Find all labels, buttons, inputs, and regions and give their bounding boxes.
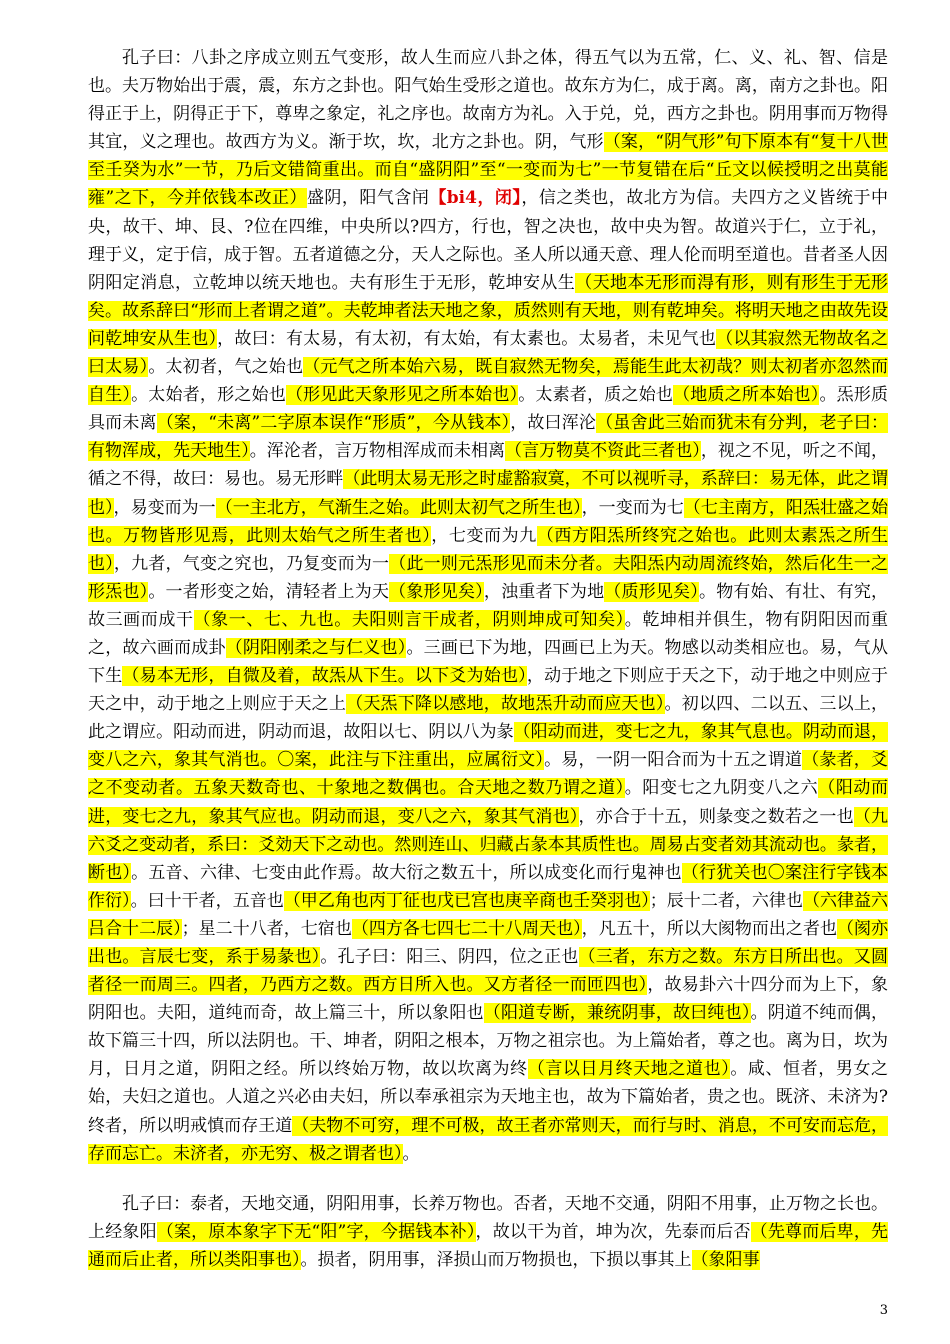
highlighted-annotation: （象形见矣） xyxy=(389,581,484,602)
body-text: 。阳变七之九阴变八之六 xyxy=(624,778,819,799)
highlighted-annotation: （言万物莫不资此三者也） xyxy=(505,441,701,462)
body-text: ，故以干为首，坤为次，先泰而后否 xyxy=(475,1221,751,1242)
highlighted-annotation: （易本无形，自微及着，故炁从下生。以下爻为始也） xyxy=(122,666,527,687)
body-text: ，七变而为九 xyxy=(431,525,537,546)
highlighted-annotation: （先尊而后卑，先通而后止者，所以类阳事也） xyxy=(88,1221,889,1270)
body-text: ，信之类也，故北方为信。夫四方之义皆统于中央，故干、坤、艮、?位在四维，中央所以?四方，行也，智之决也，故中央为智。故道兴于仁，立于礼，理于义，定于信，成于智。五者道德之分，天人之际也。圣人所以通天意、理人伦而明至道也。昔者圣人因阴阳定消息，立乾坤以统天地也。夫有形生于无形，乾坤安从生 xyxy=(88,188,888,293)
body-text: 。初以四、二以五、三以上，此之谓应。阳动而进，阴动而退，故阳以七、阴以八为彖 xyxy=(88,694,889,743)
highlighted-annotation: （此明太易无形之时虚豁寂寞，不可以视听寻，系辞曰：易无体，此之谓也） xyxy=(88,469,889,518)
highlighted-annotation: （虽舍此三始而犹未有分判，老子曰：有物浑成，先天地生） xyxy=(88,413,889,462)
body-text: ，九者，气变之究也，乃复变而为一 xyxy=(113,553,390,574)
body-text: 。太素者，质之始也 xyxy=(518,385,674,406)
highlighted-annotation: （阳动而进，变七之九，象其气应也。阴动而退，变八之六，象其气消也） xyxy=(88,778,889,827)
highlighted-annotation: （九六爻之变动者，系曰：爻効天下之动也。然则连山、归藏占彖本其质性也。周易占变者効其流动也。彖者，断也） xyxy=(88,806,889,883)
body-text: 孔子曰：泰者，天地交通，阴阳用事，长养万物也。否者，天地不交通，阴阳不用事，止万物之长也。上经象阳 xyxy=(88,1193,888,1242)
body-text: ；星二十八者，七宿也 xyxy=(181,918,352,939)
highlighted-annotation: （此一则元炁形见而未分者。夫阳炁内动周流终始，然后化生一之形炁也） xyxy=(88,553,889,602)
highlighted-annotation: （六律益六吕合十二辰） xyxy=(88,890,889,939)
highlighted-annotation: （阴阳刚柔之与仁义也） xyxy=(225,637,407,658)
paragraph-1 xyxy=(88,44,888,1168)
highlighted-annotation: （甲乙角也丙丁征也戊已宫也庚辛商也壬癸羽也） xyxy=(283,890,650,911)
body-text: ，动于地之下则应于天之下，动于地之中则应于天之中，动于地之上则应于天之上 xyxy=(88,666,889,715)
body-text: ，凡五十，所以大阂物而出之者也 xyxy=(581,918,837,939)
highlighted-annotation: （一主北方，气渐生之始。此则太初气之所生也） xyxy=(215,497,582,518)
highlighted-annotation: （以其寂然无物故名之曰太易） xyxy=(88,328,889,378)
page-number: 3 xyxy=(879,1303,888,1318)
highlighted-annotation: （象阳事 xyxy=(691,1249,760,1270)
highlighted-annotation: （案，“未离”二字原本误作“形质”，今从钱本） xyxy=(156,413,511,434)
highlighted-annotation: （元气之所本始六易，既自寂然无物矣，焉能生此太初哉？则太初者亦忽然而自生） xyxy=(88,357,889,406)
highlighted-annotation: （地质之所本始也） xyxy=(673,385,820,406)
body-text: 。曰十干者，五音也 xyxy=(130,890,284,911)
highlighted-annotation: （案，“阴气形”句下原本有“复十八世至壬癸为水”一节，乃后文错简重出。而自“盛阴阳”至“一变而为七”一节复错在后“丘文以候授明之出莫能雍”之下，今并依钱本改正） xyxy=(88,132,889,209)
pronunciation-note: 【bi4，闭】 xyxy=(429,188,522,209)
document-body xyxy=(88,44,888,1274)
highlighted-annotation: （夫物不可穷，理不可极，故王者亦常则天，而行与时、消息，不可安而忘危，存而忘亡。未济者，亦无穷、极之谓者也） xyxy=(88,1115,889,1164)
highlighted-annotation: （案，原本象字下无“阳”字，今据钱本补） xyxy=(156,1221,476,1242)
body-text: 盛阴，阳气含闬 xyxy=(306,188,430,209)
highlighted-annotation: （象一、七、九也。夫阳则言干成者，阴则坤成可知矣） xyxy=(193,609,625,630)
body-text: 孔子曰：八卦之序成立则五气变形，故人生而应八卦之体，得五气以为五常，仁、义、礼、智、信是也。夫万物始出于震，震，东方之卦也。阳气始生受形之道也。故东方为仁，成于离。离，南方之卦也。阳得正于上，阴得正于下，尊卑之象定，礼之序也。故南方为礼。入于兑，兑，西方之卦也。阴用事而万物得其宜，义之理也。故西方为义。渐于坎，坎，北方之卦也。阴，气形 xyxy=(88,48,888,153)
highlighted-annotation: （阳道专断，兼统阴事，故曰纯也） xyxy=(483,1003,751,1024)
body-text: 。孔子曰：阳三、阴四，位之正也 xyxy=(320,947,579,967)
highlighted-annotation: （形见此天象形见之所本始也） xyxy=(285,385,519,406)
body-text: 。炁形质具而未离 xyxy=(88,385,889,434)
body-text: 。阴道不纯而偶，故下篇三十四，所以法阴也。干、坤者，阴阳之根本，万物之祖宗也。为上篇始者，尊之也。离为日，坎为月，日月之道，阴阳之经。所以终始万物，故以坎离为终 xyxy=(88,1003,889,1080)
highlighted-annotation: （三者，东方之数。东方日所出也。又圆者径一而周三。四者，乃西方之数。西方日所入也。又方者径一而匝四也） xyxy=(88,947,889,996)
body-text: 。三画已下为地，四画已上为天。物感以动类相应也。易，气从下生 xyxy=(88,637,889,687)
body-text: 。太初者，气之始也 xyxy=(148,357,304,378)
highlighted-annotation: （言以日月终天地之道也） xyxy=(527,1059,731,1080)
body-text: 。一者形变之始，清轻者上为天 xyxy=(148,581,390,602)
highlighted-annotation: （七主南方，阳炁壮盛之始也。万物皆形见焉，此则太始气之所生者也） xyxy=(88,497,889,546)
highlighted-annotation: （天地本无形而淂有形，则有形生于无形矣。故系辞曰“形而上者谓之道”。夫乾坤者法天地之象，质然则有天地，则有乾坤矣。将明天地之由故先设问乾坤安从生也） xyxy=(88,272,889,349)
body-text: 。太始者，形之始也 xyxy=(131,385,286,406)
body-text: 。五音、六律、七变由此作焉。故大衍之数五十，所以成变化而行鬼神也 xyxy=(131,862,682,883)
body-text: ，故曰：有太易，有太初，有太始，有太素也。太易者，未见气也 xyxy=(217,328,717,349)
highlighted-annotation: （行犹关也〇案注行字钱本作衍） xyxy=(88,862,889,911)
body-text: 。 xyxy=(402,1143,420,1164)
highlighted-annotation: （西方阳炁所终究之始也。此则太素炁之所生也） xyxy=(88,525,889,574)
body-text: ，故易卦六十四分而为上下，象阴阳也。夫阳，道纯而奇，故上篇三十，所以象阳也 xyxy=(88,975,889,1024)
highlighted-annotation: （阂亦出也。言辰七变，系于易彖也） xyxy=(88,918,889,967)
body-text: ，浊重者下为地 xyxy=(483,581,605,602)
body-text: ，故曰浑沦 xyxy=(510,413,597,434)
body-text: 。易，一阴一阳合而为十五之谓道 xyxy=(544,750,803,771)
body-text: ，亦合于十五，则彖变之数若之一也 xyxy=(578,806,854,827)
highlighted-annotation: （天炁下降以感地，故地炁升动而应天也） xyxy=(346,694,665,715)
highlighted-annotation: （四方各七四七二十八周天也） xyxy=(351,918,582,939)
body-text: ，视之不见，听之不闻，循之不得，故曰：易也。易无形畔 xyxy=(88,441,889,490)
body-text: 。乾坤相并俱生，物有阴阳因而重之，故六画而成卦 xyxy=(88,609,889,658)
body-text: 。物有始、有壮、有究，故三画而成干 xyxy=(88,581,889,630)
highlighted-annotation: （阳动而进，变七之九，象其气息也。阴动而退，变八之六，象其气消也。〇案，此注与下注重出，应属衍文） xyxy=(88,722,889,771)
highlighted-annotation: （质形见矣） xyxy=(604,581,700,602)
paragraph-2 xyxy=(88,1190,888,1274)
body-text: 。损者，阴用事，泽损山而万物损也，下损以事其上 xyxy=(300,1249,692,1270)
body-text: ，一变而为七 xyxy=(581,497,684,518)
body-text: ；辰十二者，六律也 xyxy=(649,890,803,911)
highlighted-annotation: （彖者，爻之不变动者。五象天数奇也、十象地之数偶也。合天地之数乃谓之道） xyxy=(88,750,889,799)
body-text: ，易变而为一 xyxy=(113,497,216,518)
body-text: 。咸、恒者，男女之始，夫妇之道也。人道之兴必由夫妇，所以奉承祖宗为天地主也，故为下篇始者，贵之也。既济、未济为?终者，所以明戒慎而存王道 xyxy=(88,1059,889,1136)
body-text: 。浑沦者，言万物相浑成而未相离 xyxy=(249,441,506,462)
